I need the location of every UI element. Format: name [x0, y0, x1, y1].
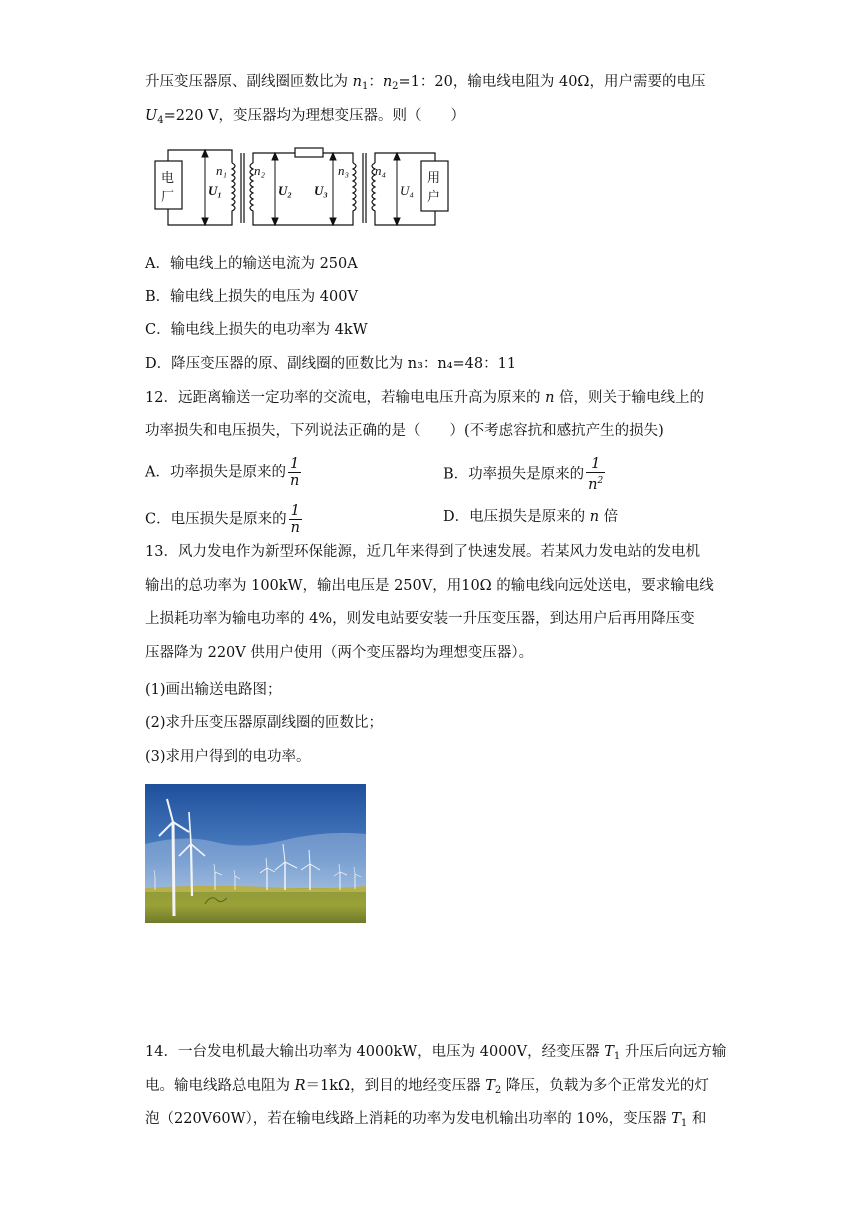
user-label-1: 用 [427, 170, 441, 185]
q12-option-a: A．功率损失是原来的 $\frac{1}{n}$ [145, 456, 300, 489]
q13-part-1: (1)画出输送电路图； [145, 682, 282, 698]
q11-option-a: A．输电线上的输送电流为 250A [145, 256, 358, 272]
label-U1: U₁ [208, 183, 222, 198]
plant-label-1: 电 [161, 170, 175, 185]
wind-farm-photo [145, 784, 366, 923]
transmission-circuit-diagram [150, 145, 455, 231]
fraction-1-over-n: $\frac{1}{n}$ [290, 503, 300, 536]
q13-stem-line-2: 输出的总功率为 100kW，输出电压是 250V，用10Ω 的输电线向远处送电，要求输电线 [145, 578, 714, 594]
q13-part-3: (3)求用户得到的电功率。 [145, 749, 311, 765]
fraction-1-over-n: $\frac{1}{n}$ [289, 456, 300, 489]
plant-label-2: 厂 [161, 189, 175, 204]
q11-option-b: B．输电线上损失的电压为 400V [145, 289, 358, 305]
q11-intro-line-1: 升压变压器原、副线圈匝数比为 $n_1$：$n_2=1$：20，输电线电阻为 40Ω，用户需要的电压 [145, 74, 706, 92]
q11-intro-line-2: $U_4=220$ V，变压器均为理想变压器。则（ ） [145, 108, 466, 126]
label-U4: U₄ [400, 183, 414, 198]
q14-stem-line-1: 14．一台发电机最大输出功率为 4000kW，电压为 4000V，经变压器 $T_1$ 升压后向远方输 [145, 1044, 727, 1062]
q12-option-c: C．电压损失是原来的 $\frac{1}{n}$ [145, 503, 300, 536]
label-n4: n₄ [375, 163, 387, 178]
user-label-2: 户 [427, 189, 441, 204]
q13-part-2: (2)求升压变压器原副线圈的匝数比； [145, 715, 384, 731]
q11-option-d: D．降压变压器的原、副线圈的匝数比为 n₃：n₄=48：11 [145, 356, 517, 372]
q13-stem-line-3: 上损耗功率为输电功率的 4%，则发电站要安装一升压变压器，到达用户后再用降压变 [145, 611, 695, 627]
label-n3: n₃ [338, 163, 350, 178]
q12-option-d: D．电压损失是原来的 n 倍 [443, 509, 619, 525]
label-n2: n₂ [254, 163, 266, 178]
label-n1: n₁ [216, 163, 228, 178]
fraction-1-over-n-squared: $\frac{1}{n^2}$ [588, 456, 604, 493]
q11-option-c: C．输电线上损失的电功率为 4kW [145, 322, 368, 338]
q12-stem-line-1: 12．远距离输送一定功率的交流电，若输电电压升高为原来的 n 倍，则关于输电线上的 [145, 390, 705, 406]
q14-stem-line-2: 电。输电线路总电阻为 R＝1kΩ，到目的地经变压器 $T_2$ 降压，负载为多个正常发光的灯 [145, 1078, 709, 1096]
q12-option-b: B．功率损失是原来的 $\frac{1}{n^2}$ [443, 456, 604, 493]
q13-stem-line-1: 13．风力发电作为新型环保能源，近几年来得到了快速发展。若某风力发电站的发电机 [145, 544, 700, 560]
label-U2: U₂ [278, 183, 292, 198]
q13-stem-line-4: 压器降为 220V 供用户使用（两个变压器均为理想变压器）。 [145, 645, 534, 661]
q14-stem-line-3: 泡（220V60W），若在输电线路上消耗的功率为发电机输出功率的 10%，变压器 $T_1$ 和 [145, 1111, 707, 1129]
line-resistor [295, 148, 323, 157]
label-U3: U₃ [314, 183, 328, 198]
q12-stem-line-2: 功率损失和电压损失，下列说法正确的是（ ）(不考虑容抗和感抗产生的损失) [145, 423, 664, 439]
